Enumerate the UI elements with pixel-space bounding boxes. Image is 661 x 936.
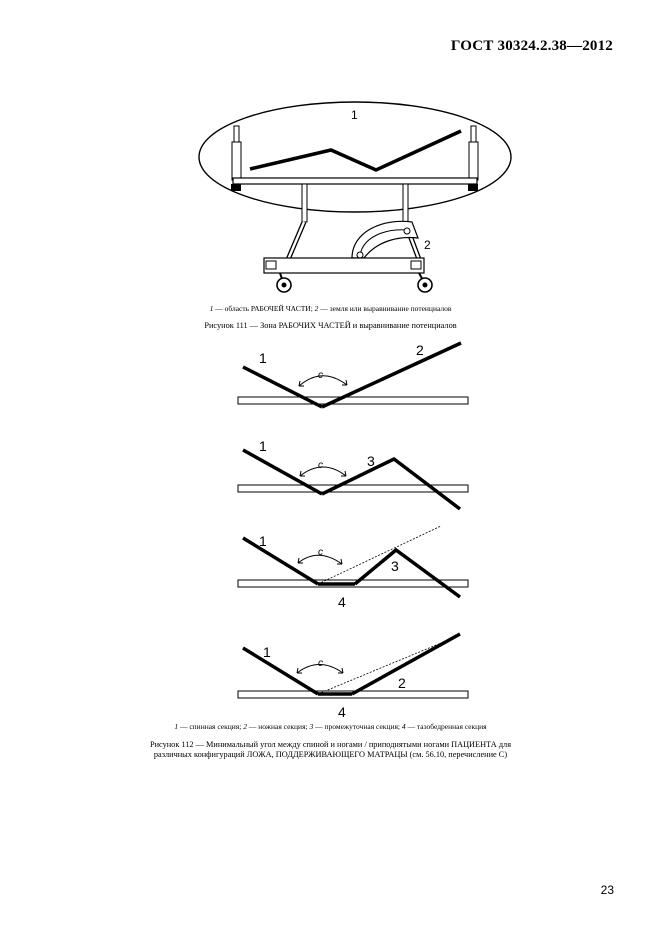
intermediate-section [355, 550, 460, 597]
bed-casters [277, 273, 432, 292]
back-label: 1 [259, 438, 267, 454]
intermediate-label: 3 [367, 453, 375, 469]
bed-supports [302, 184, 408, 222]
zone-label: 1 [351, 108, 358, 122]
figure-112-caption-line-2: различных конфигураций ЛОЖА, ПОДДЕРЖИВАЮЩЕГО МАТРАЦЫ (см. 56.10, перечисление С) [153, 750, 508, 759]
figure-112-legend: 1 — спинная секция; 2 — ножная секция; 3 — промежуточная секция; 4 — тазобедренная секция [174, 722, 487, 731]
bed-base [264, 258, 424, 273]
page-number: 23 [600, 883, 614, 897]
intermediate-label: 3 [391, 558, 399, 574]
diagram-1 [238, 342, 468, 407]
reference-line [318, 526, 441, 584]
back-label: 1 [259, 533, 267, 549]
back-label: 1 [263, 644, 271, 660]
bed-posts [232, 126, 478, 180]
angle-label: c [318, 370, 323, 381]
leg-label: 2 [416, 342, 424, 358]
intermediate-section [322, 459, 460, 509]
bed-platform [250, 131, 461, 170]
diagram-3 [238, 526, 468, 610]
figure-112-caption-line-1: Рисунок 112 — Минимальный угол между спиной и ногами / приподнятыми ногами ПАЦИЕНТА для [149, 740, 512, 749]
angle-label: c [318, 658, 323, 669]
angle-label: c [318, 460, 323, 471]
back-section [243, 648, 318, 694]
figure-111-caption: Рисунок 111 — Зона РАБОЧИХ ЧАСТЕЙ и выравнивание потенциалов [204, 321, 457, 330]
figure-112-caption [0, 740, 661, 760]
ground-label: 2 [424, 238, 431, 252]
seat-label: 4 [338, 704, 346, 720]
angle-arc [299, 376, 347, 386]
seat-label: 4 [338, 594, 346, 610]
angle-label: c [318, 547, 323, 558]
leg-label: 2 [398, 675, 406, 691]
leg-section [352, 634, 460, 694]
bed-figure [199, 102, 511, 292]
back-section [243, 538, 318, 584]
diagram-2 [238, 438, 468, 509]
angle-arc [300, 467, 346, 476]
diagram-4 [238, 634, 468, 720]
reference-line [318, 636, 458, 694]
document-header: ГОСТ 30324.2.38—2012 [450, 38, 613, 54]
back-label: 1 [259, 350, 267, 366]
figure-111-legend: 1 — область РАБОЧЕЙ ЧАСТИ; 2 — земля или выравнивание потенциалов [209, 304, 452, 313]
bed-frame [233, 178, 477, 184]
mattress-base [238, 397, 468, 404]
